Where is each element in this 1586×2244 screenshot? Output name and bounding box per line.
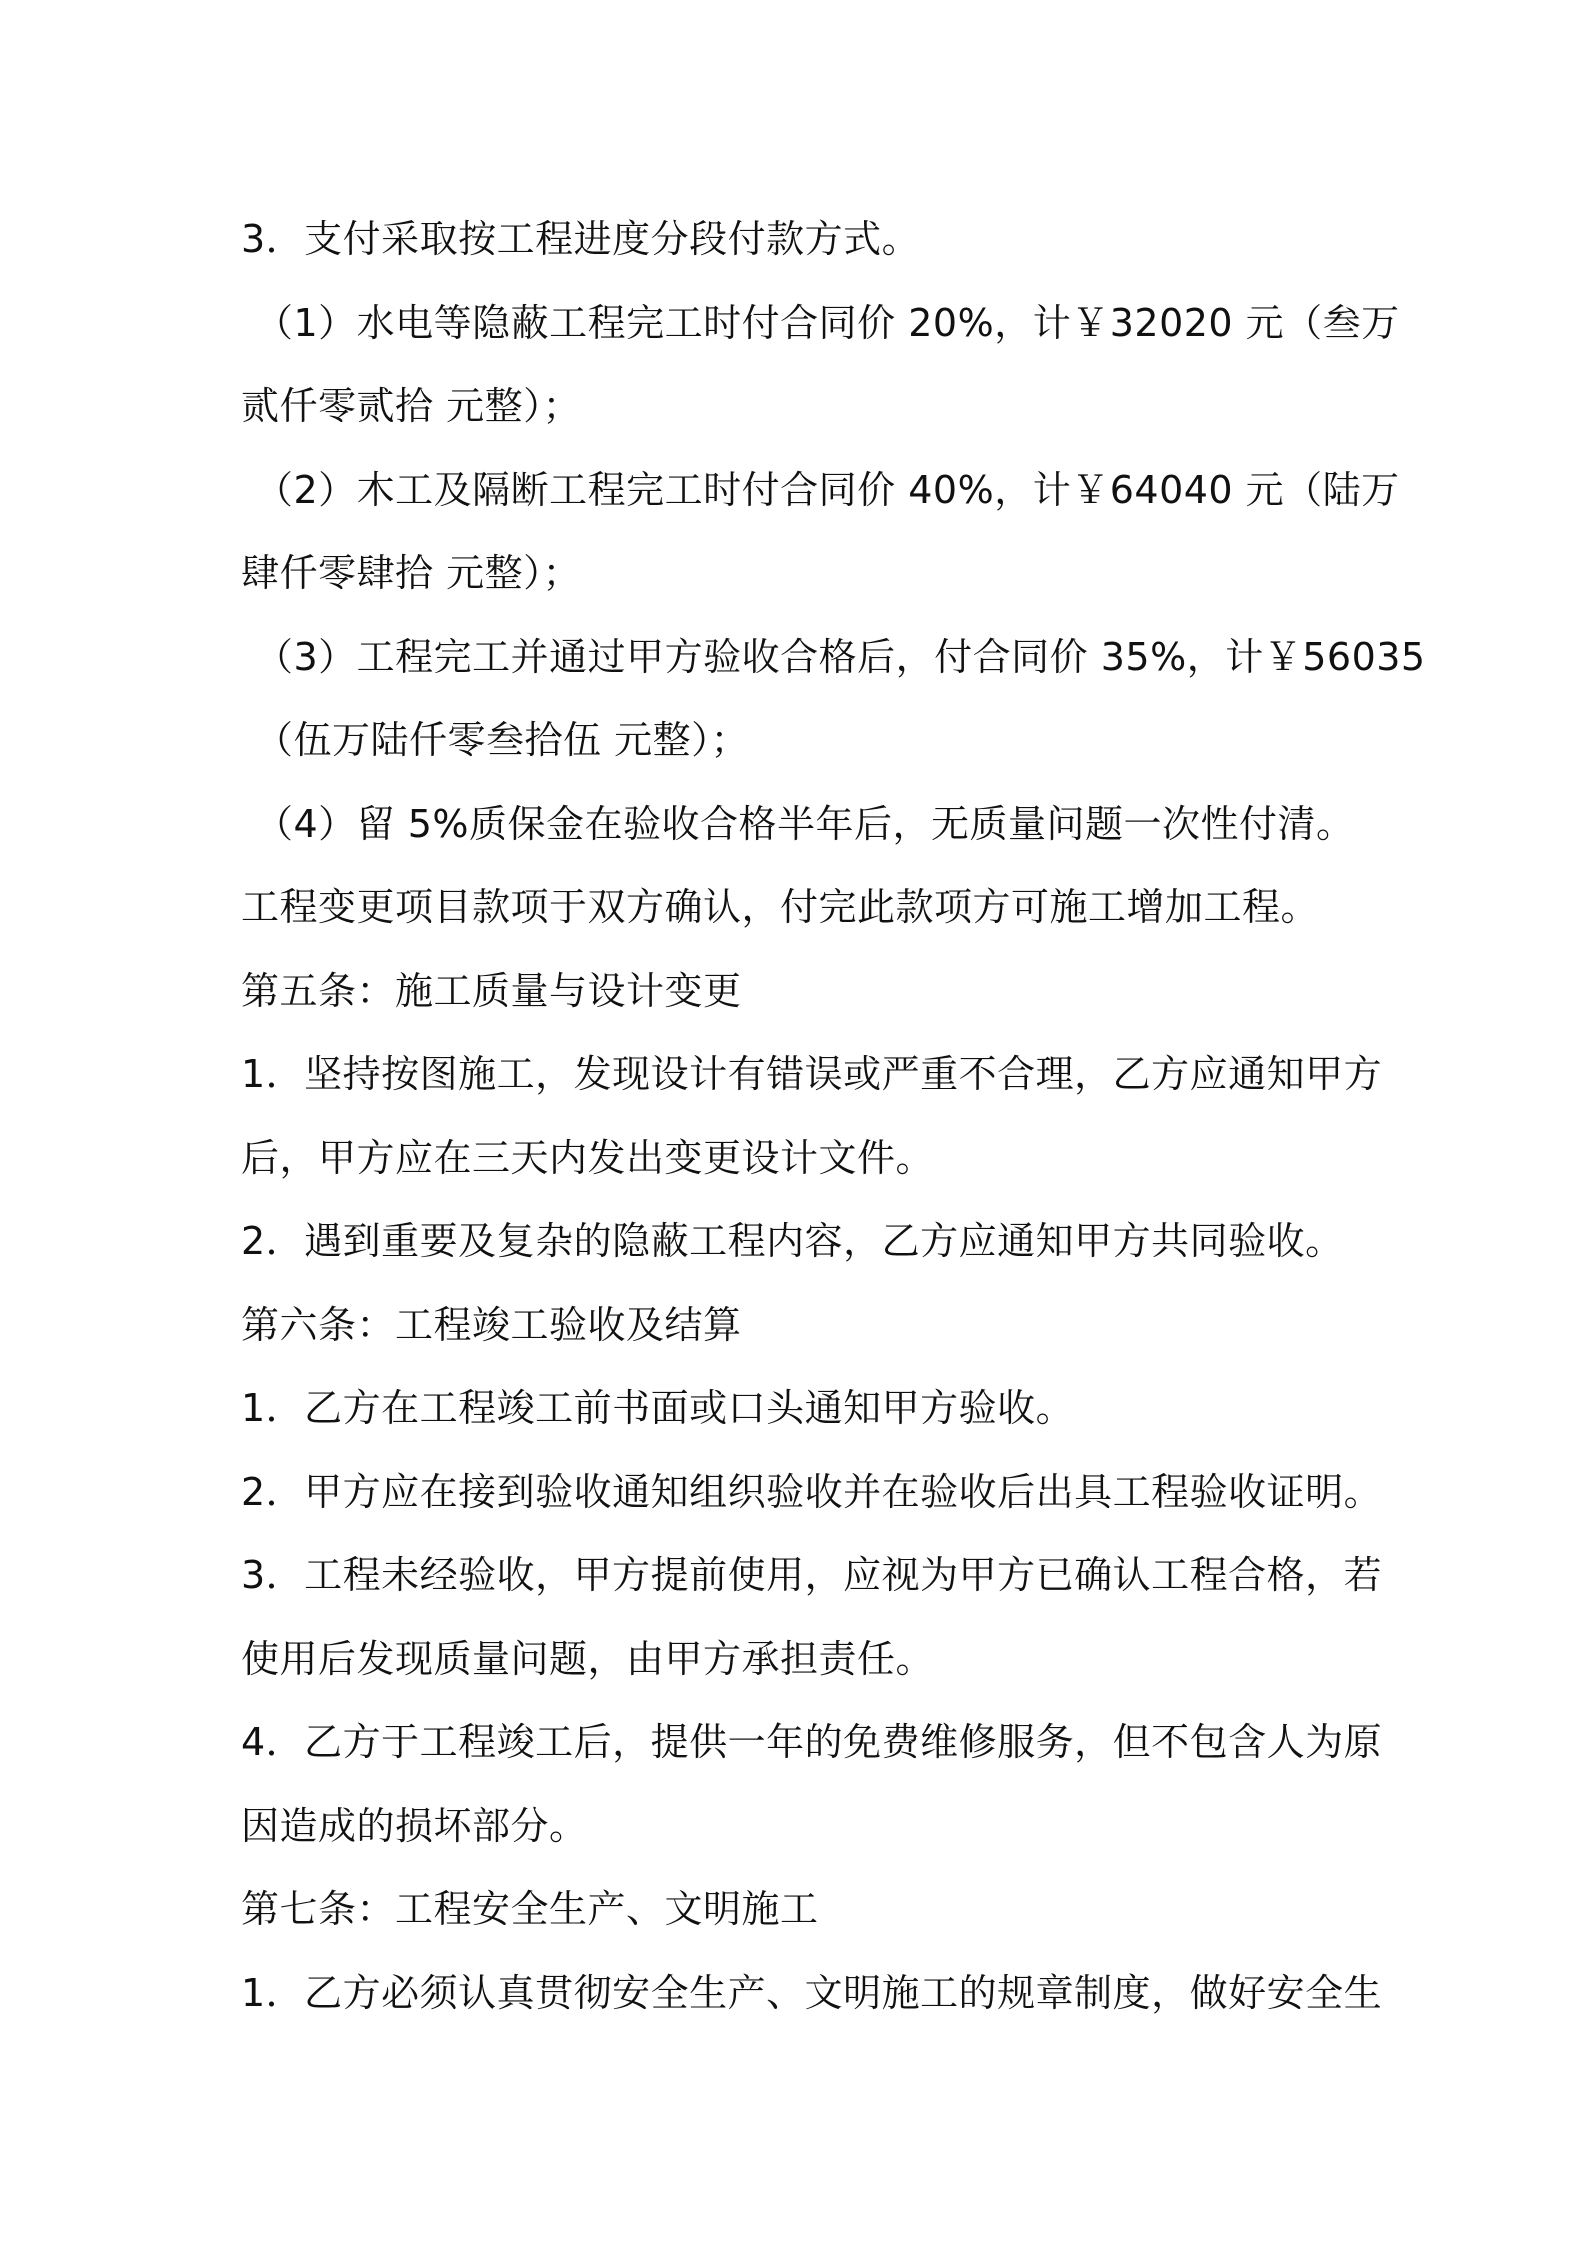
article-6-item-4-line-2: 因造成的损坏部分。 (241, 1803, 588, 1848)
article-7-heading: 第七条：工程安全生产、文明施工 (241, 1887, 819, 1931)
article-6-item-3-line-1: 3．工程未经验收，甲方提前使用，应视为甲方已确认工程合格，若 (241, 1553, 1383, 1597)
payment-item-3-line-2: （伍万陆仟零叁拾伍 元整）； (255, 718, 750, 762)
document-body (241, 198, 1426, 2035)
payment-item-3-line-1: （3）工程完工并通过甲方验收合格后，付合同价 35%，计￥56035 (255, 634, 1426, 679)
clause-3-payment-method: 3．支付采取按工程进度分段付款方式。 (241, 217, 921, 261)
article-6-item-4-line-1: 4．乙方于工程竣工后，提供一年的免费维修服务，但不包含人为原 (241, 1720, 1383, 1764)
article-6-item-3-line-2: 使用后发现质量问题，由甲方承担责任。 (241, 1636, 935, 1681)
payment-item-2-line-2: 肆仟零肆拾 元整）； (241, 551, 582, 595)
article-7-item-1-line-1: 1．乙方必须认真贯彻安全生产、文明施工的规章制度，做好安全生 (241, 1970, 1383, 2015)
payment-item-1-line-1: （1）水电等隐蔽工程完工时付合同价 20%，计￥32020 元（叁万 (255, 300, 1400, 345)
article-6-item-1: 1．乙方在工程竣工前书面或口头通知甲方验收。 (241, 1386, 1075, 1430)
article-6-heading: 第六条：工程竣工验收及结算 (241, 1302, 742, 1347)
article-5-item-1-line-1: 1．坚持按图施工，发现设计有错误或严重不合理，乙方应通知甲方 (241, 1052, 1383, 1096)
article-5-item-2: 2．遇到重要及复杂的隐蔽工程内容，乙方应通知甲方共同验收。 (241, 1219, 1344, 1263)
article-5-item-1-line-2: 后，甲方应在三天内发出变更设计文件。 (241, 1135, 935, 1180)
article-6-item-2: 2．甲方应在接到验收通知组织验收并在验收后出具工程验收证明。 (241, 1469, 1383, 1514)
article-5-heading: 第五条：施工质量与设计变更 (241, 968, 742, 1013)
payment-item-1-line-2: 贰仟零贰拾 元整）； (241, 384, 582, 428)
change-order-note: 工程变更项目款项于双方确认，付完此款项方可施工增加工程。 (241, 885, 1320, 929)
payment-item-4: （4）留 5%质保金在验收合格半年后，无质量问题一次性付清。 (255, 801, 1355, 846)
payment-item-2-line-1: （2）木工及隔断工程完工时付合同价 40%，计￥64040 元（陆万 (255, 467, 1400, 512)
